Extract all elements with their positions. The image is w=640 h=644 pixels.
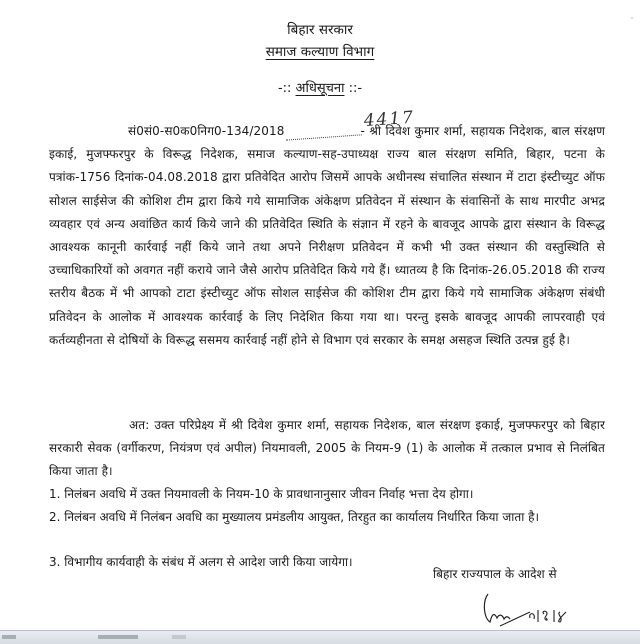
reference-number: सं0सं0-स0क0निग0-134/2018 bbox=[128, 124, 285, 138]
order-item-3: 3. विभागीय कार्यवाही के संबंध में अलग से आदेश जारी किया जायेगा। bbox=[49, 555, 353, 569]
status-segment bbox=[98, 635, 138, 639]
paragraph-suspension-order: अत: उक्त परिप्रेक्ष्य में श्री दिवेश कुमार शर्मा, सहायक निदेशक, बाल संरक्षण इकाई, मुजफ्फरपुर को बिहार सरकारी सेवक (वर्गीकरण, नियंत्रण एवं अपील) नियमावली, 2005 के नियम-9 (1) के आलोक में तत्काल प्रभाव से निलंबित किया जाता है। bbox=[49, 418, 605, 479]
order-item-1: 1. निलंबन अवधि में उक्त नियमावली के नियम-10 के प्रावधानानुसार जीवन निर्वाह भत्ता देय होगा। bbox=[49, 487, 474, 501]
status-segment bbox=[172, 635, 186, 639]
viewer-status-bar bbox=[0, 630, 640, 644]
notification-suffix: ::- bbox=[344, 81, 363, 96]
paragraph-charges bbox=[49, 107, 605, 352]
status-segment bbox=[2, 635, 16, 639]
order-item-2: 2. निलंबन अवधि में निलंबन अवधि का मुख्यालय प्रमंडलीय आयुक्त, तिरहुत का कार्यालय निर्धारित किया जाता है। bbox=[49, 510, 540, 524]
department-heading: समाज कल्याण विभाग bbox=[265, 44, 375, 60]
notification-title: अधिसूचना bbox=[295, 81, 345, 96]
governor-order-line: बिहार राज्यपाल के आदेश से bbox=[433, 567, 557, 581]
notification-prefix: -:: bbox=[277, 81, 296, 96]
paragraph-charges-text: श्री दिवेश कुमार शर्मा, सहायक निदेशक, बाल संरक्षण इकाई, मुजफ्फरपुर के विरूद्ध निदेशक, समाज कल्याण-सह-उपाध्यक्ष राज्य बाल संरक्षण समिति, बिहार, पटना के पत्रांक-1756 दिनांक-04.08.2018 द्वारा प्रतिवेदित आरोप जिसमें आपके अधीनस्थ संचालित संस्थान में टाटा इंस्टीच्युट ऑफ सोशल साईसेज की कोशिश टीम द्वारा किये गये सामाजिक अंकेक्षण प्रतिवेदन में संस्थान के संवासिनों के साथ मारपीट अभद्र व्यवहार एवं अन्य अवांछित कार्य किये जाने की प्रतिवेदित स्थिति के संज्ञान में रहने के बावजूद आपके द्वारा संस्थान के विरूद्ध आवश्यक कानूनी कार्रवाई नहीं किये जाने तथा अपने निरीक्षण प्रतिवेदन में कभी भी उक्त संस्थान की वस्तुस्थिति से उच्चाधिकारियों को अवगत नहीं कराये जाने जैसे आरोप प्रतिवेदित किये गये हैं। ध्यातव्य है कि दिनांक-26.05.2018 की राज्य स्तरीय बैठक में भी आपको टाटा इंस्टीच्युट ऑफ सोशल साईसेज की कोशिश टीम द्वारा किये गये सामाजिक अंकेक्षण संबंधी प्रतिवेदन के आलोक में आवश्यक कार्रवाई के लिए निदेशित किया गया था। परन्तु इसके बावजूद आपकी लापरवाही एवं कर्तव्यहीनता से दोषियों के विरूद्ध ससमय कार्रवाई नहीं होने से विभाग एवं सरकार के समक्ष असहज स्थिति उत्पन्न हुई है। bbox=[49, 124, 605, 347]
handwritten-reference-number bbox=[284, 107, 416, 138]
scan-speck bbox=[631, 17, 633, 19]
notification-heading bbox=[0, 78, 640, 96]
handwritten-signature-icon bbox=[480, 588, 590, 628]
dotted-fill-line bbox=[285, 135, 361, 141]
reference-dash: - bbox=[360, 124, 365, 138]
handwritten-digits: 4417 bbox=[362, 107, 416, 132]
government-heading: बिहार सरकार bbox=[287, 22, 353, 38]
